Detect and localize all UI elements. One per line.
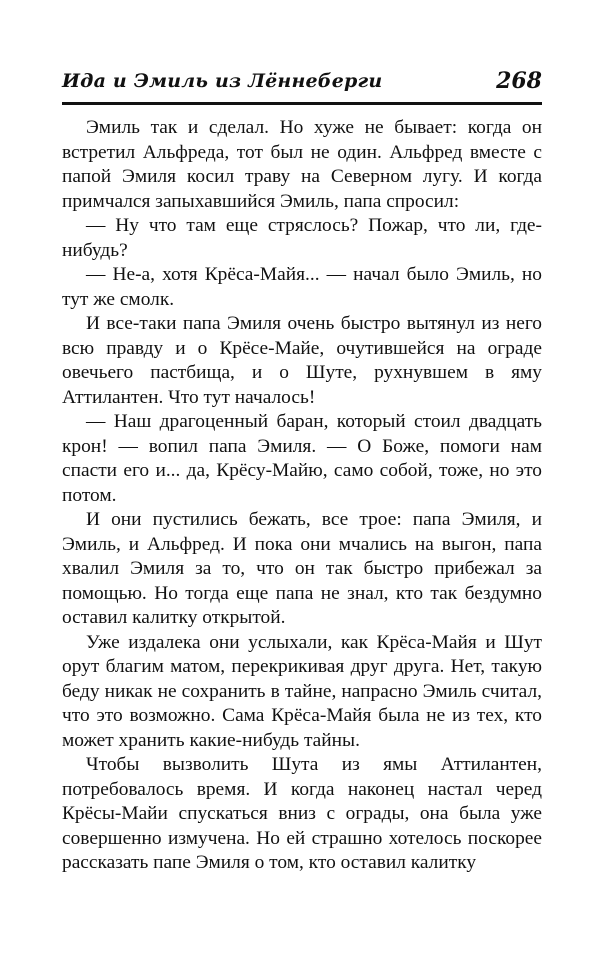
paragraph: — Не-а, хотя Крёса-Майя... — начал было Эмиль, но тут же смолк.: [62, 264, 542, 310]
paragraph: Эмиль так и сделал. Но хуже не бывает: когда он встретил Альфреда, тот был не один. Альфред вместе с папой Эмиля косил траву на Северном лугу. И когда примчался запыхавшийся Эмиль, папа спросил:: [62, 117, 542, 212]
paragraph: — Ну что там еще стряслось? Пожар, что ли, где-нибудь?: [62, 215, 542, 261]
header-divider: [62, 102, 542, 105]
paragraph: И они пустились бежать, все трое: папа Эмиля, и Эмиль, и Альфред. И пока они мчались на выгон, папа хвалил Эмиля за то, что он так быстро прибежал за помощью. Но тогда еще папа не знал, кто так бездумно оставил калитку открытой.: [62, 509, 542, 628]
page-number: 268: [496, 68, 542, 94]
text-body: [62, 116, 542, 876]
book-title: Ида и Эмиль из Лённеберги: [62, 70, 383, 92]
paragraph: — Наш драгоценный баран, который стоил двадцать крон! — вопил папа Эмиля. — О Боже, помоги нам спасти его и... да, Крёсу-Майю, само собой, тоже, но это потом.: [62, 411, 542, 506]
paragraph: И все-таки папа Эмиля очень быстро вытянул из него всю правду и о Крёсе-Майе, очутившейся на ограде овечьего пастбища, и о Шуте, рухнувшем в яму Аттилантен. Что тут началось!: [62, 313, 542, 408]
paragraph: Чтобы вызволить Шута из ямы Аттилантен, потребовалось время. И когда наконец настал черед Крёсы-Майи спускаться вниз с ограды, она была уже совершенно измучена. Но ей страшно хотелось поскорее рассказать папе Эмиля о том, кто оставил калитку: [62, 754, 542, 873]
running-header: [62, 66, 542, 100]
paragraph: Уже издалека они услыхали, как Крёса-Майя и Шут орут благим матом, перекрикивая друг друга. Нет, такую беду никак не сохранить в тайне, напрасно Эмиль считал, что это возможно. Сама Крёса-Майя была не из тех, кто может хранить какие-нибудь тайны.: [62, 631, 542, 751]
